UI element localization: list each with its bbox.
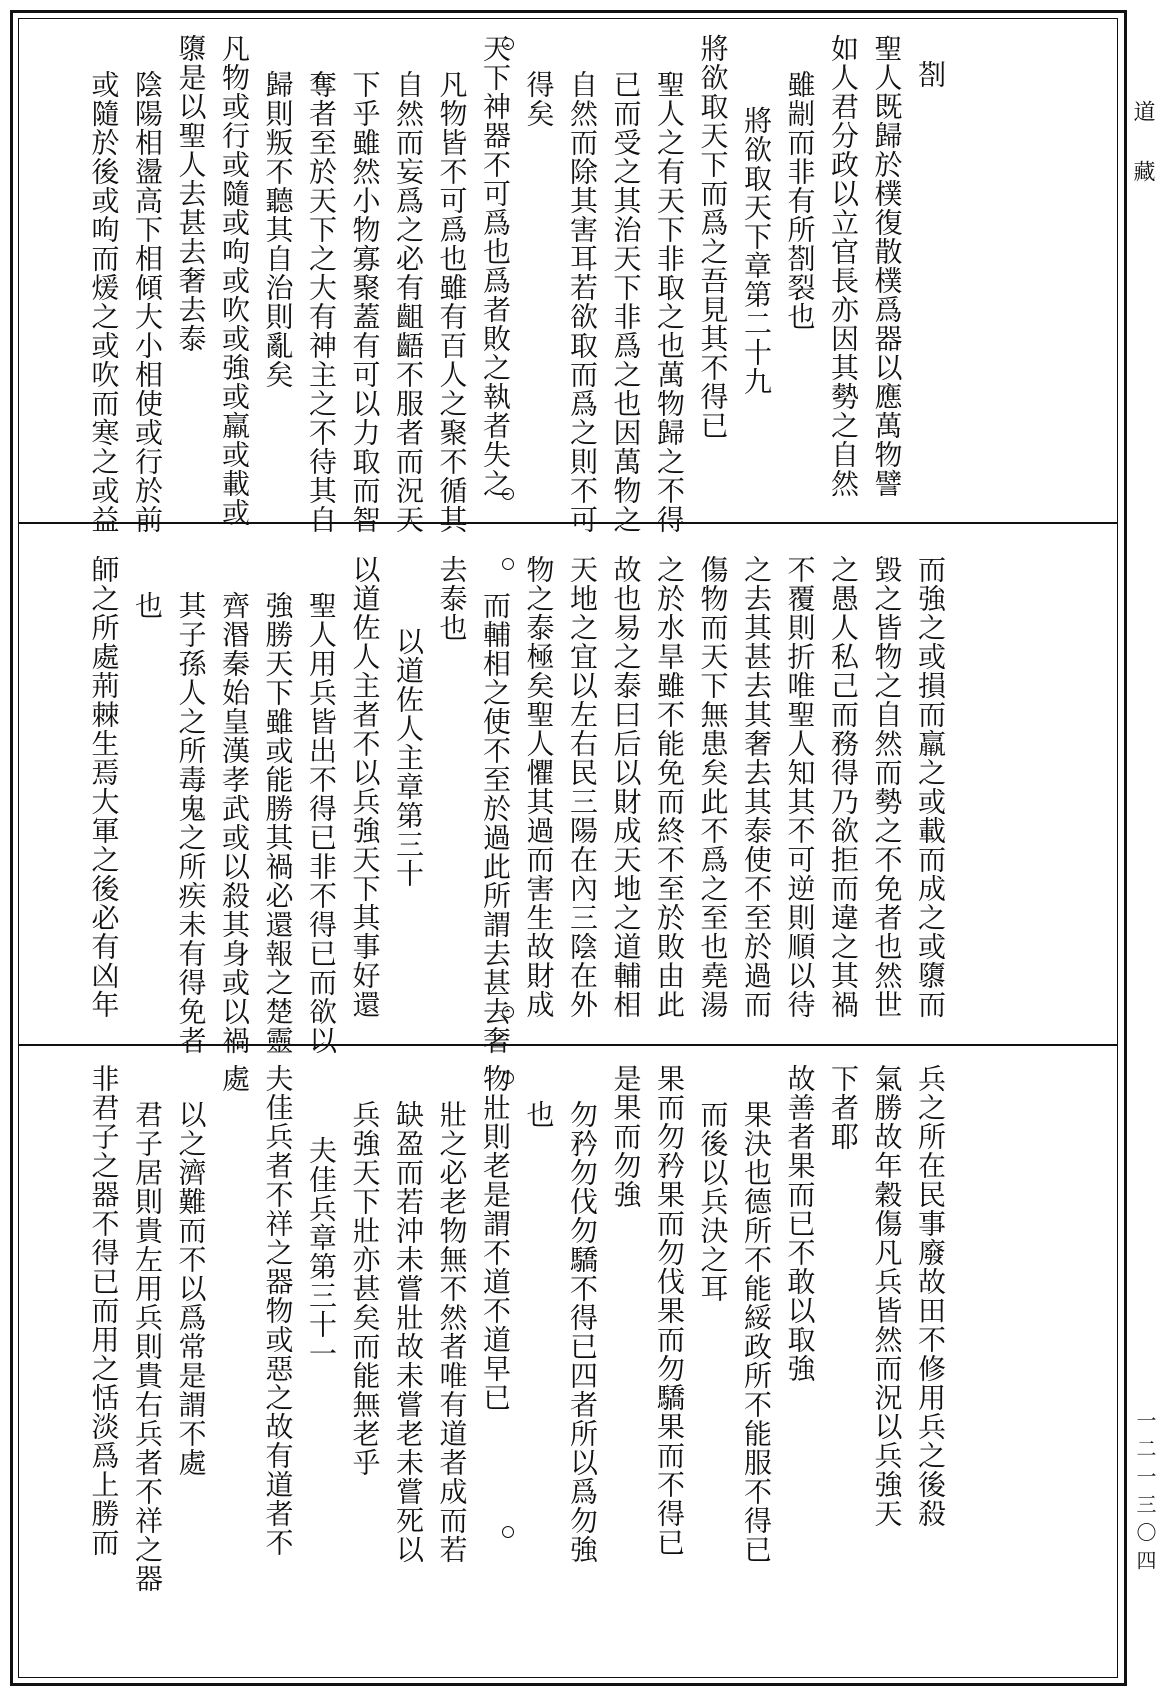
text-column: 已而受之其治天下非爲之也因萬物之 — [609, 70, 643, 534]
text-column: 不覆則折唯聖人知其不可逆則順以待 — [783, 555, 817, 1019]
text-column: 將欲取天下章第二十九 — [740, 106, 773, 396]
text-column: 陰陽相盪高下相傾大小相使或行於前 — [131, 70, 164, 534]
text-column: 而強之或損而羸之或載而成之或隳而 — [914, 555, 947, 1019]
text-panel-middle — [30, 555, 1090, 1055]
text-column: 強勝天下雖或能勝其禍必還報之楚靈 — [261, 591, 295, 1055]
text-column: 勿矜勿伐勿驕不得已四者所以爲勿強 — [566, 1100, 599, 1564]
text-column: 凡物皆不可爲也雖有百人之聚不循其 — [435, 70, 469, 534]
text-column: 傷物而天下無患矣此不爲之至也堯湯 — [696, 555, 730, 1019]
text-panel-bottom — [30, 1064, 1090, 1664]
text-column: 處 — [218, 1064, 251, 1093]
text-column: 果決也德所不能綏政所不能服不得已 — [740, 1100, 773, 1564]
circle-marker — [502, 1072, 514, 1084]
text-column: 之去其甚去其奢去其泰使不至於過而 — [740, 555, 773, 1019]
text-column: 師之所處荊棘生焉大軍之後必有凶年 — [87, 555, 121, 1019]
text-column: 兵強天下壯亦甚矣而能無老乎 — [348, 1100, 382, 1477]
text-column: 自然而妄爲之必有齟齬不服者而況天 — [392, 70, 425, 534]
text-column: 而輔相之使不至於過此所謂去甚去奢 — [479, 591, 512, 1055]
text-column: 隳是以聖人去甚去奢去泰 — [174, 34, 208, 353]
text-column: 雖剬而非有所剳裂也 — [783, 70, 817, 331]
page-number: 一二一三〇四 — [1133, 1410, 1157, 1578]
text-column: 壯之必老物無不然者唯有道者成而若 — [435, 1100, 469, 1564]
text-column: 其子孫人之所毒鬼之所疾未有得免者 — [174, 591, 208, 1055]
text-column: 天下神器不可爲也爲者敗之執者失之 — [479, 34, 512, 498]
text-column: 下乎雖然小物寡聚蓋有可以力取而智 — [348, 70, 382, 534]
text-column: 君子居則貴左用兵則貴右兵者不祥之器 — [131, 1100, 164, 1593]
text-column: 或隨於後或呴而煖之或吹而寒之或益 — [87, 70, 121, 534]
circle-marker — [502, 488, 514, 500]
text-column: 物之泰極矣聖人懼其過而害生故財成 — [522, 555, 556, 1019]
text-column: 毀之皆物之自然而勢之不免者也然世 — [870, 555, 904, 1019]
circle-marker — [502, 38, 514, 50]
text-column: 剳 — [914, 60, 947, 89]
text-column: 歸則叛不聽其自治則亂矣 — [261, 70, 295, 389]
text-column: 氣勝故年穀傷凡兵皆然而況以兵強天 — [870, 1064, 904, 1528]
text-column: 凡物或行或隨或呴或吹或強或羸或載或 — [218, 34, 251, 527]
text-column: 奪者至於天下之大有神主之不待其自 — [305, 70, 338, 534]
text-column: 天地之宜以左右民三陽在內三陰在外 — [566, 555, 599, 1019]
text-column: 夫佳兵章第三十一 — [305, 1136, 338, 1368]
text-column: 非君子之器不得已而用之恬淡爲上勝而 — [87, 1064, 121, 1557]
circle-marker — [502, 558, 514, 570]
text-column: 是果而勿強 — [609, 1064, 643, 1209]
text-column: 以之濟難而不以爲常是謂不處 — [174, 1100, 208, 1477]
text-column: 之於水旱雖不能免而終不至於敗由此 — [653, 555, 686, 1019]
circle-marker — [502, 1006, 514, 1018]
circle-marker — [502, 1526, 514, 1538]
text-column: 也 — [522, 1100, 556, 1129]
text-column: 以道佐人主章第三十 — [392, 627, 425, 888]
text-column: 聖人用兵皆出不得已非不得已而欲以 — [305, 591, 338, 1055]
text-column: 也 — [131, 591, 164, 620]
text-column: 兵之所在民事廢故田不修用兵之後殺 — [914, 1064, 947, 1528]
text-column: 夫佳兵者不祥之器物或惡之故有道者不 — [261, 1064, 295, 1557]
text-column: 下者耶 — [827, 1064, 860, 1151]
text-panel-top — [30, 34, 1090, 534]
text-column: 得矣 — [522, 70, 556, 128]
text-column: 齊湣秦始皇漢孝武或以殺其身或以禍 — [218, 591, 251, 1055]
text-column: 果而勿矜果而勿伐果而勿驕果而不得已 — [653, 1064, 686, 1557]
text-column: 自然而除其害耳若欲取而爲之則不可 — [566, 70, 599, 534]
text-column: 聖人既歸於樸復散樸爲器以應萬物譬 — [870, 34, 904, 498]
margin-title: 道藏 — [1130, 100, 1155, 220]
text-column: 故善者果而已不敢以取強 — [783, 1064, 817, 1383]
text-column: 如人君分政以立官長亦因其勢之自然 — [827, 34, 860, 498]
text-column: 之愚人私己而務得乃欲拒而違之其禍 — [827, 555, 860, 1019]
text-column: 缺盈而若沖未嘗壯故未嘗老未嘗死以 — [392, 1100, 425, 1564]
text-column: 而後以兵決之耳 — [696, 1100, 730, 1303]
text-column: 物壯則老是謂不道不道早已 — [479, 1064, 512, 1412]
text-column: 聖人之有天下非取之也萬物歸之不得 — [653, 70, 686, 534]
text-column: 故也易之泰曰后以財成天地之道輔相 — [609, 555, 643, 1019]
text-column: 將欲取天下而爲之吾見其不得已 — [696, 34, 730, 440]
text-column: 去泰也 — [435, 555, 469, 642]
text-column: 以道佐人主者不以兵強天下其事好還 — [348, 555, 382, 1019]
